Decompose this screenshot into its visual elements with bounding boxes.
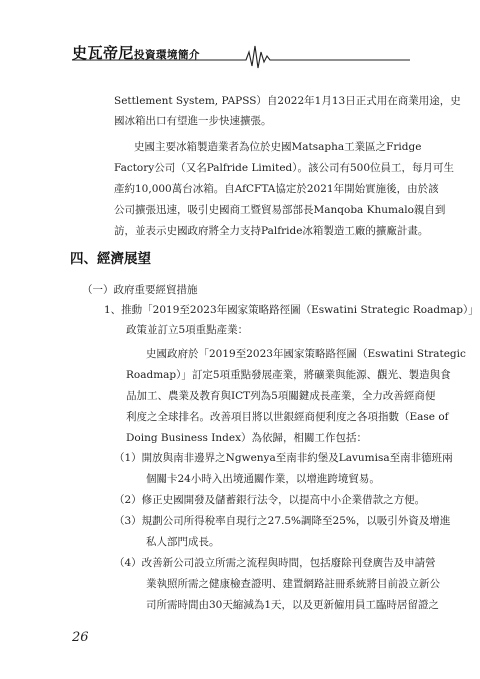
list-item-heading: 政策並訂立5項重點產業：: [126, 324, 249, 336]
paragraph-line: 產約10,000萬台冰箱。自AfCFTA協定於2021年開始實施後，由於該: [114, 183, 439, 195]
list-item: （2）修正史國開發及儲蓄銀行法令，以提高中小企業借款之方便。: [114, 494, 426, 506]
paragraph-line: 利度之全球排名。改善項目將以世銀經商便利度之各項指數（Ease of: [126, 411, 449, 423]
paragraph-line: 訪，並表示史國政府將全力支持Palfride冰箱製造工廠的擴廠計畫。: [114, 225, 429, 237]
paragraph-line: Settlement System, PAPSS）自2022年1月13日正式用在商業用途，史: [114, 95, 461, 107]
paragraph-line: 史國政府於「2019至2023年國家策略路徑圖（Eswatini Strategic: [146, 348, 466, 360]
list-item: （1）開放與南非邊界之Ngwenya至南非約堡及Lavumisa至南非德班兩: [114, 452, 453, 464]
section-heading: 四、經濟展望: [70, 251, 151, 267]
paragraph-line: 品加工、農業及教育與ICT列為5項關鍵成長產業，全力改善經商便: [126, 390, 436, 402]
paragraph-line: 史國主要冰箱製造業者為位於史國Matsapha工業區之Fridge: [134, 141, 422, 153]
paragraph-line: 公司擴張迅速，吸引史國商工暨貿易部部長Manqoba Khumalo親自到: [114, 204, 446, 216]
header-title-sub: 投資環境簡介: [134, 49, 201, 61]
header-title-main: 史瓦帝尼: [72, 44, 135, 62]
heartbeat-line-icon: [240, 46, 276, 68]
paragraph-line: Factory公司（又名Palfride Limited）。該公司有500位員工，每月可生: [114, 162, 455, 174]
list-item-continuation: 個關卡24小時入出境通關作業，以增進跨境貿易。: [146, 473, 380, 485]
subsection-heading: （一）政府重要經貿措施: [82, 284, 198, 296]
page-number: 26: [72, 630, 89, 645]
list-item: （3）規劃公司所得稅率自現行之27.5%調降至25%，以吸引外資及增進: [114, 515, 451, 527]
running-header: [0, 32, 480, 72]
paragraph-line: Doing Business Index）為依歸，相關工作包括：: [126, 432, 368, 444]
list-item-continuation: 私人部門成長。: [146, 536, 220, 548]
list-item-continuation: 司所需時間由30天縮減為1天，以及更新僱用員工臨時居留證之: [146, 599, 440, 611]
paragraph-line: 國冰箱出口有望進一步快速擴張。: [114, 115, 272, 127]
header-title: [72, 42, 200, 63]
list-item-continuation: 業執照所需之健康檢查證明、建置網路註冊系統將目前設立新公: [146, 578, 440, 590]
list-item-heading: 1、推動「2019至2023年國家策略路徑圖（Eswatini Strategic Roadmap）」: [104, 304, 479, 316]
list-item: （4）改善新公司設立所需之流程與時間，包括廢除刊登廣告及申請營: [114, 557, 436, 569]
paragraph-line: Roadmap）」訂定5項重點發展產業，將礦業與能源、觀光、製造與食: [126, 369, 451, 381]
